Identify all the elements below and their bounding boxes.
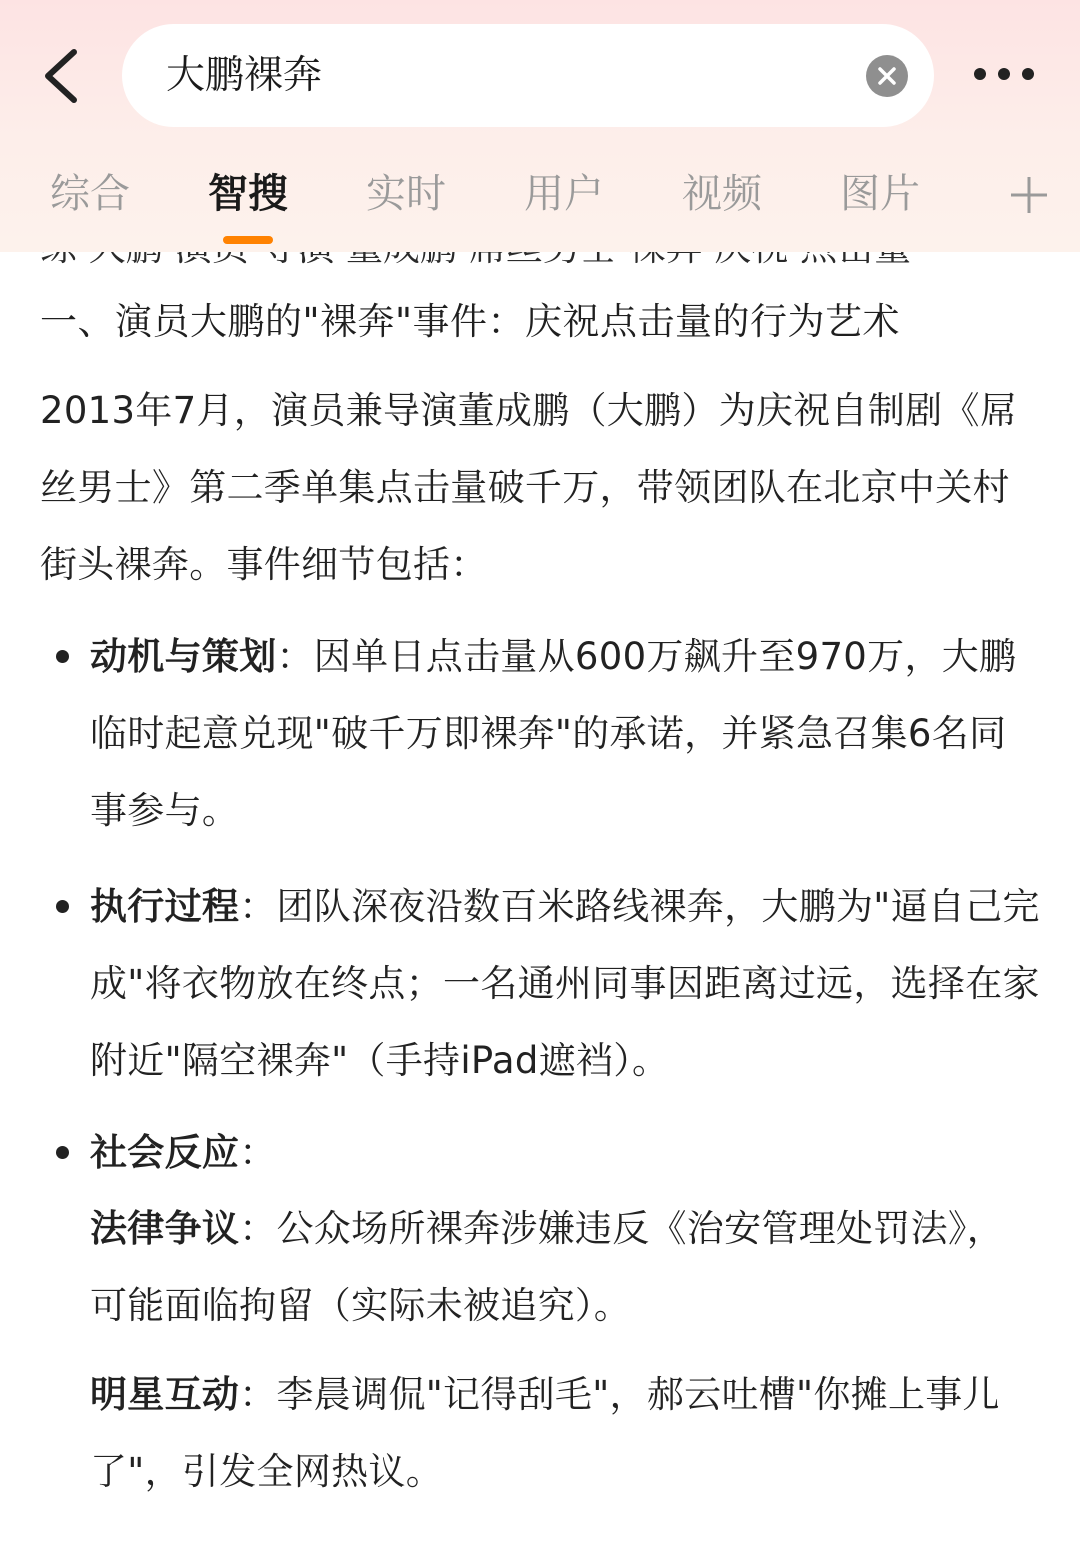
tab-images[interactable]: 图片 — [840, 171, 920, 217]
bullet-dot — [56, 650, 69, 663]
chevron-left-icon — [36, 44, 92, 108]
tab-smart-search[interactable]: 智搜 — [208, 171, 288, 217]
sub-item — [90, 1190, 1040, 1344]
bullet-body: ：团队深夜沿数百米路线裸奔，大鹏为"逼自己完成"将衣物放在终点；一名通州同事因距离过远，选择在家附近"隔空裸奔"（手持iPad遮裆）。 — [90, 885, 1040, 1082]
bullet-dot — [56, 900, 69, 913]
active-tab-indicator — [223, 236, 273, 244]
tab-comprehensive[interactable]: 综合 — [50, 171, 130, 217]
more-options-button[interactable] — [968, 52, 1040, 96]
sub-item — [90, 1356, 1040, 1510]
sub-item-title: 法律争议 — [90, 1207, 240, 1250]
section-heading: 一、演员大鹏的"裸奔"事件：庆祝点击量的行为艺术 — [40, 300, 901, 343]
intro-paragraph: 2013年7月，演员兼导演董成鹏（大鹏）为庆祝自制剧《屌丝男士》第二季单集点击量破千万，带领团队在北京中关村街头裸奔。事件细节包括： — [40, 389, 1018, 586]
tab-videos[interactable]: 视频 — [682, 171, 762, 217]
back-button[interactable] — [36, 44, 92, 108]
search-query: 大鹏裸奔 — [166, 53, 323, 98]
tab-realtime[interactable]: 实时 — [366, 171, 446, 217]
more-horizontal-icon — [968, 52, 1040, 96]
close-icon — [866, 55, 908, 97]
bullet-title: 社会反应 — [90, 1131, 240, 1174]
add-tab-button[interactable] — [1008, 174, 1050, 216]
top-header — [0, 0, 1080, 252]
search-input[interactable] — [122, 24, 934, 127]
sub-item-title: 明星互动 — [90, 1373, 240, 1416]
bullet-dot — [56, 1146, 69, 1159]
bullet-body: ： — [239, 1131, 277, 1174]
bullet-title: 动机与策划 — [90, 635, 277, 678]
sub-item-body: ：李晨调侃"记得刮毛"，郝云吐槽"你摊上事儿了"，引发全网热议。 — [90, 1373, 1000, 1493]
bullet-text — [90, 1114, 1040, 1191]
plus-icon — [1008, 174, 1050, 216]
sub-item-body: ：公众场所裸奔涉嫌违反《治安管理处罚法》，可能面临拘留（实际未被追究）。 — [90, 1207, 1005, 1327]
bullet-text — [90, 868, 1040, 1099]
bullet-title: 执行过程 — [90, 885, 240, 928]
bullet-text — [90, 618, 1040, 849]
tab-users[interactable]: 用户 — [524, 171, 604, 217]
bullet-body: ：因单日点击量从600万飙升至970万，大鹏临时起意兑现"破千万即裸奔"的承诺，并紧急召集6名同事参与。 — [90, 635, 1017, 832]
search-tabs — [0, 160, 1080, 252]
clear-search-button[interactable] — [866, 55, 908, 97]
